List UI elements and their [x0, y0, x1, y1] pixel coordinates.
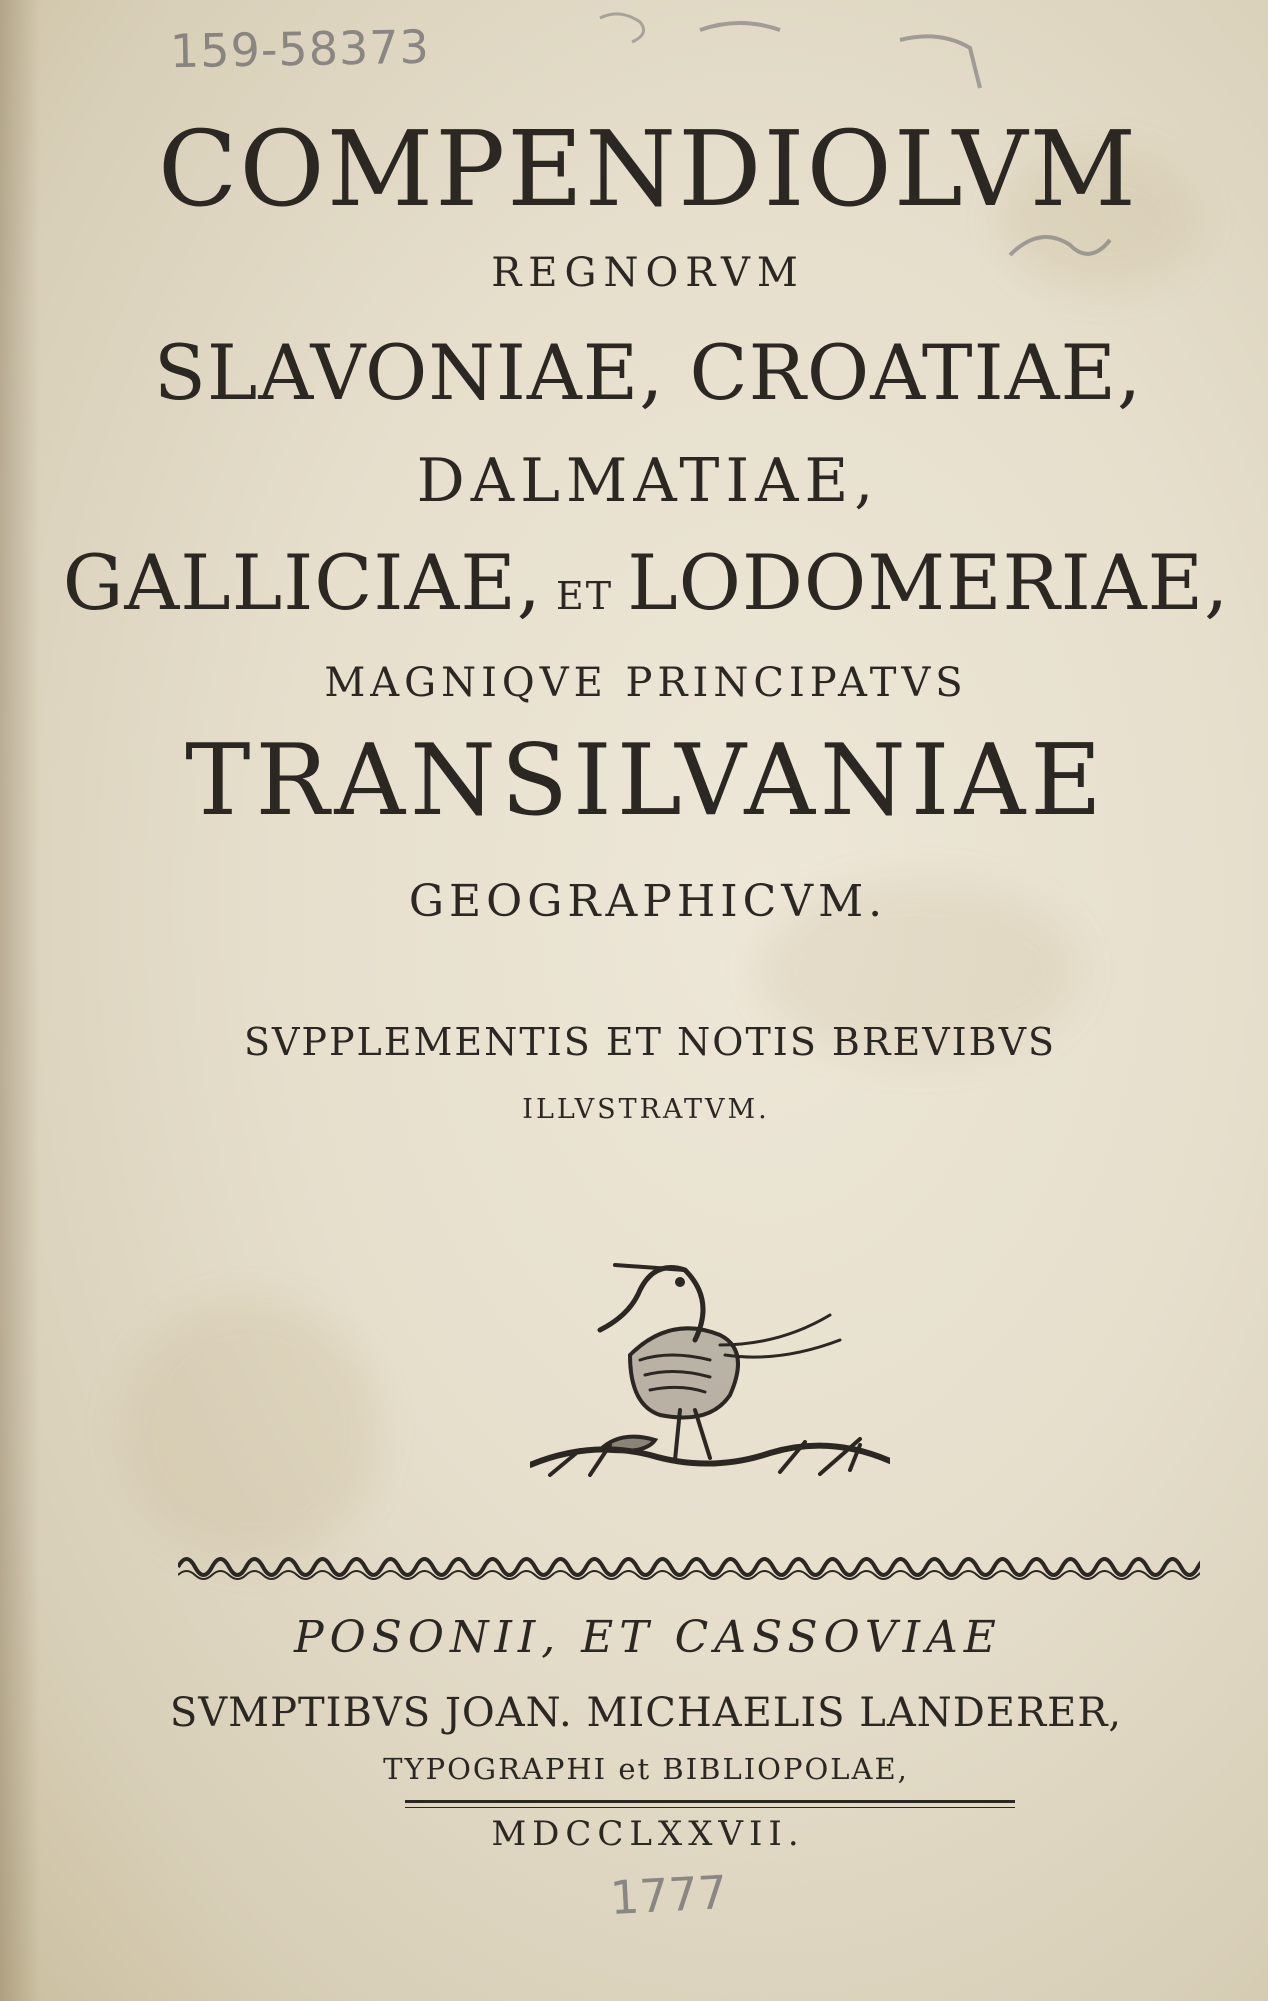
title-line-dalmatiae: DALMATIAE, [416, 446, 880, 516]
lodomeriae-text: LODOMERIAE, [627, 538, 1230, 627]
imprint-place: POSONII, ET CASSOVIAE [294, 1612, 1002, 1663]
title-line-geographicum: GEOGRAPHICVM. [408, 876, 888, 927]
title-line-slavoniae: SLAVONIAE, CROATIAE, [153, 328, 1143, 417]
imprint-role: TYPOGRAPHI et BIBLIOPOLAE, [383, 1752, 909, 1786]
heron-woodcut-icon [530, 1260, 890, 1490]
galliciae-text: GALLICIAE, [62, 538, 542, 627]
title-line-magnique: MAGNIQVE PRINCIPATVS [324, 660, 968, 706]
subtitle-illustratum: ILLVSTRATVM. [522, 1094, 770, 1125]
imprint-rule [405, 1800, 1015, 1808]
title-line-galliciae [12, 538, 1268, 627]
imprint-year: MDCCLXXVII. [491, 1814, 805, 1854]
paper-stain [120, 1300, 380, 1560]
title-line-transilvaniae: TRANSILVANIAE [185, 724, 1107, 838]
wavy-rule-icon [178, 1545, 1200, 1585]
imprint-publisher: SVMPTIBVS JOAN. MICHAELIS LANDERER, [169, 1690, 1123, 1736]
handwritten-year-note: 1777 [608, 1864, 729, 1926]
et-text: ET [541, 574, 628, 618]
handwritten-shelfmark: 159-58373 [169, 19, 431, 79]
title-line-regnorum: REGNORVM [491, 250, 805, 296]
main-title: COMPENDIOLVM [157, 108, 1139, 230]
subtitle-supplementis: SVPPLEMENTIS ET NOTIS BREVIBVS [243, 1020, 1057, 1064]
